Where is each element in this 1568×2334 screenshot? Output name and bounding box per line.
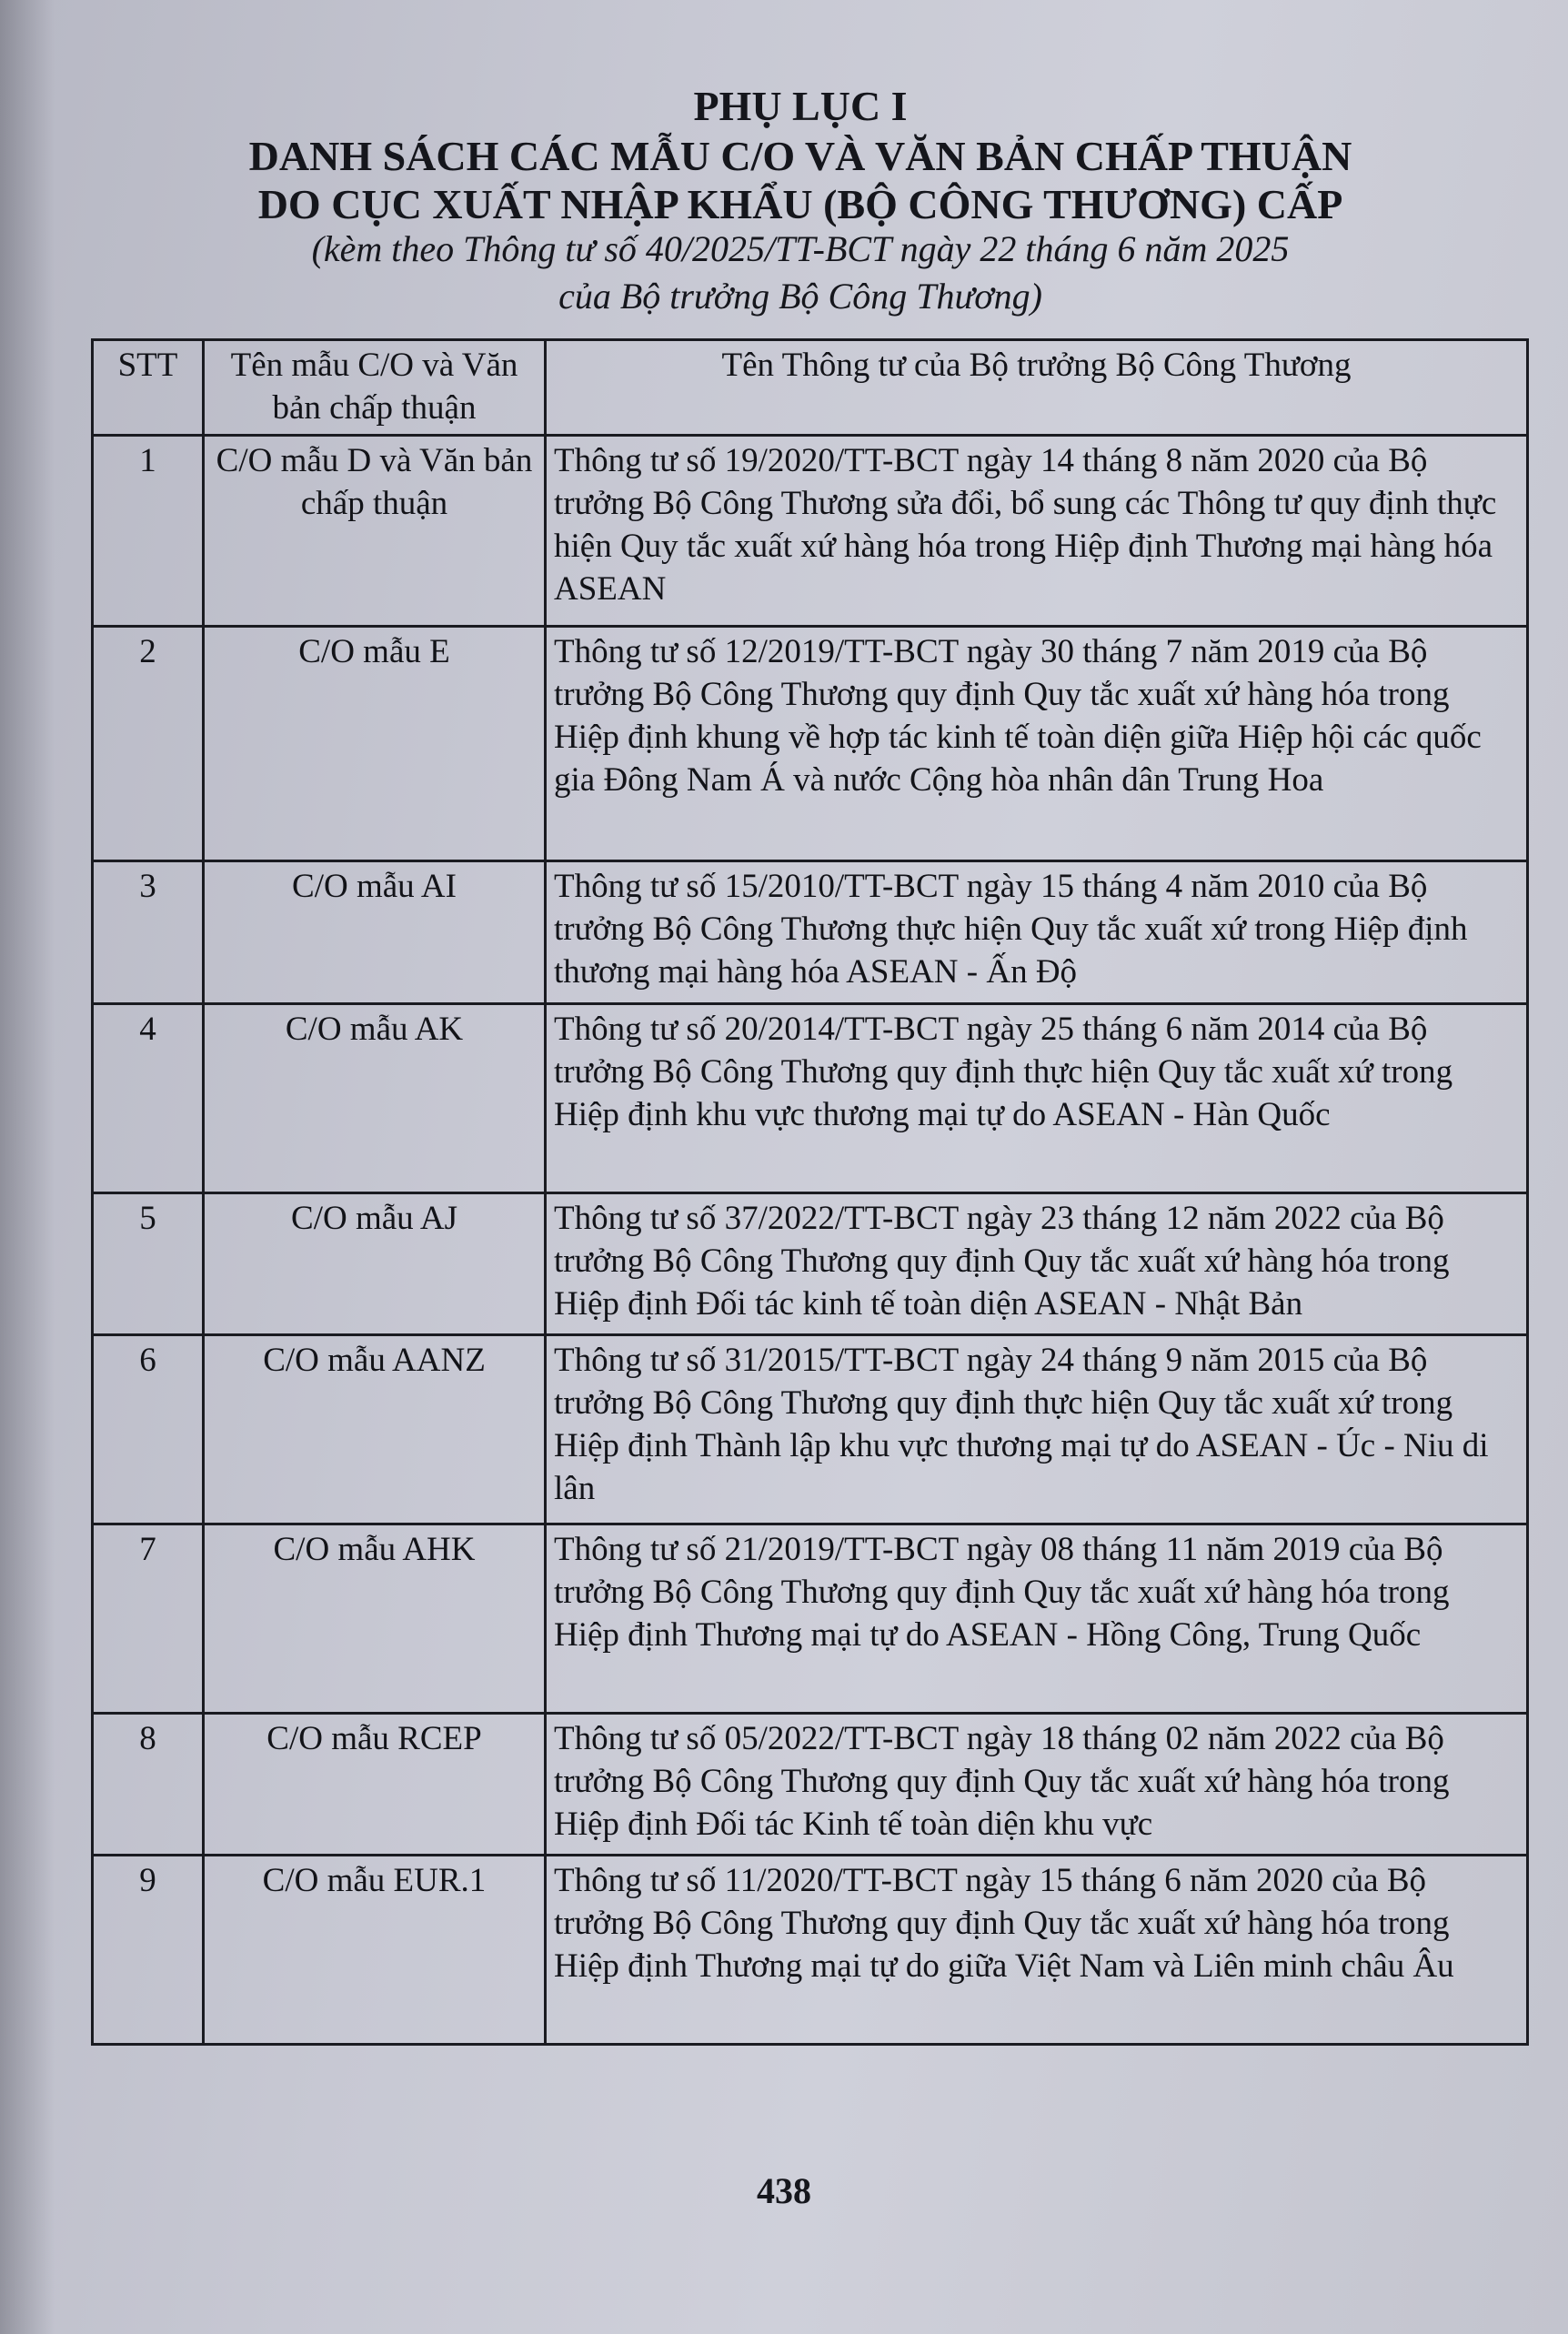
co-forms-table: [91, 338, 1529, 2046]
row-form-name: C/O mẫu E: [204, 626, 546, 860]
row-form-name: C/O mẫu AI: [204, 860, 546, 1003]
row-stt: 3: [93, 860, 204, 1003]
table-row: [93, 1003, 1528, 1192]
row-stt: 4: [93, 1003, 204, 1192]
table-row: [93, 626, 1528, 860]
row-circular: Thông tư số 19/2020/TT-BCT ngày 14 tháng 8 năm 2020 của Bộ trưởng Bộ Công Thương sửa đổi, bổ sung các Thông tư quy định thực hiện Quy tắc xuất xứ hàng hóa trong Hiệp định Thương mại hàng hóa ASEAN: [546, 435, 1528, 626]
table-row: [93, 1192, 1528, 1334]
row-stt: 1: [93, 435, 204, 626]
header-stt: STT: [93, 340, 204, 436]
row-circular: Thông tư số 11/2020/TT-BCT ngày 15 tháng 6 năm 2020 của Bộ trưởng Bộ Công Thương quy định Quy tắc xuất xứ hàng hóa trong Hiệp định Thương mại tự do giữa Việt Nam và Liên minh châu Âu: [546, 1855, 1528, 2044]
row-circular: Thông tư số 05/2022/TT-BCT ngày 18 tháng 02 năm 2022 của Bộ trưởng Bộ Công Thương quy định Quy tắc xuất xứ hàng hóa trong Hiệp định Đối tác Kinh tế toàn diện khu vực: [546, 1713, 1528, 1855]
row-stt: 6: [93, 1334, 204, 1524]
row-circular: Thông tư số 20/2014/TT-BCT ngày 25 tháng 6 năm 2014 của Bộ trưởng Bộ Công Thương quy định thực hiện Quy tắc xuất xứ trong Hiệp định khu vực thương mại tự do ASEAN - Hàn Quốc: [546, 1003, 1528, 1192]
table-header-row: [93, 340, 1528, 436]
table-row: [93, 1713, 1528, 1855]
row-form-name: C/O mẫu AK: [204, 1003, 546, 1192]
table-row: [93, 860, 1528, 1003]
row-stt: 9: [93, 1855, 204, 2044]
row-circular: Thông tư số 37/2022/TT-BCT ngày 23 tháng 12 năm 2022 của Bộ trưởng Bộ Công Thương quy định Quy tắc xuất xứ hàng hóa trong Hiệp định Đối tác kinh tế toàn diện ASEAN - Nhật Bản: [546, 1192, 1528, 1334]
row-form-name: C/O mẫu AANZ: [204, 1334, 546, 1524]
row-circular: Thông tư số 12/2019/TT-BCT ngày 30 tháng 7 năm 2019 của Bộ trưởng Bộ Công Thương quy định Quy tắc xuất xứ hàng hóa trong Hiệp định khung về hợp tác kinh tế toàn diện giữa Hiệp hội các quốc gia Đông Nam Á và nước Cộng hòa nhân dân Trung Hoa: [546, 626, 1528, 860]
appendix-note-line-1: (kèm theo Thông tư số 40/2025/TT-BCT ngày 22 tháng 6 năm 2025: [311, 228, 1290, 269]
row-form-name: C/O mẫu RCEP: [204, 1713, 546, 1855]
appendix-note-line-2: của Bộ trưởng Bộ Công Thương): [558, 276, 1042, 317]
appendix-subtitle-line-2: DO CỤC XUẤT NHẬP KHẨU (BỘ CÔNG THƯƠNG) CẤP: [257, 181, 1343, 227]
row-stt: 2: [93, 626, 204, 860]
row-form-name: C/O mẫu D và Văn bản chấp thuận: [204, 435, 546, 626]
appendix-subtitle-line-1: DANH SÁCH CÁC MẪU C/O VÀ VĂN BẢN CHẤP THUẬN: [248, 133, 1352, 179]
page-number: 438: [757, 2170, 811, 2211]
table-row: [93, 1334, 1528, 1524]
row-circular: Thông tư số 15/2010/TT-BCT ngày 15 tháng 4 năm 2010 của Bộ trưởng Bộ Công Thương thực hiện Quy tắc xuất xứ trong Hiệp định thương mại hàng hóa ASEAN - Ấn Độ: [546, 860, 1528, 1003]
row-circular: Thông tư số 31/2015/TT-BCT ngày 24 tháng 9 năm 2015 của Bộ trưởng Bộ Công Thương quy định thực hiện Quy tắc xuất xứ trong Hiệp định Thành lập khu vực thương mại tự do ASEAN - Úc - Niu di lân: [546, 1334, 1528, 1524]
row-stt: 5: [93, 1192, 204, 1334]
header-form-name: Tên mẫu C/O và Văn bản chấp thuận: [204, 340, 546, 436]
row-circular: Thông tư số 21/2019/TT-BCT ngày 08 tháng 11 năm 2019 của Bộ trưởng Bộ Công Thương quy định Quy tắc xuất xứ hàng hóa trong Hiệp định Thương mại tự do ASEAN - Hồng Công, Trung Quốc: [546, 1524, 1528, 1713]
row-stt: 7: [93, 1524, 204, 1713]
row-form-name: C/O mẫu AJ: [204, 1192, 546, 1334]
table-row: [93, 1855, 1528, 2044]
row-stt: 8: [93, 1713, 204, 1855]
header-circular-name: Tên Thông tư của Bộ trưởng Bộ Công Thương: [546, 340, 1528, 436]
row-form-name: C/O mẫu EUR.1: [204, 1855, 546, 2044]
row-form-name: C/O mẫu AHK: [204, 1524, 546, 1713]
appendix-title: PHỤ LỤC I: [693, 83, 908, 129]
table-row: [93, 435, 1528, 626]
table-row: [93, 1524, 1528, 1713]
page-edge-shadow: [0, 0, 55, 2334]
